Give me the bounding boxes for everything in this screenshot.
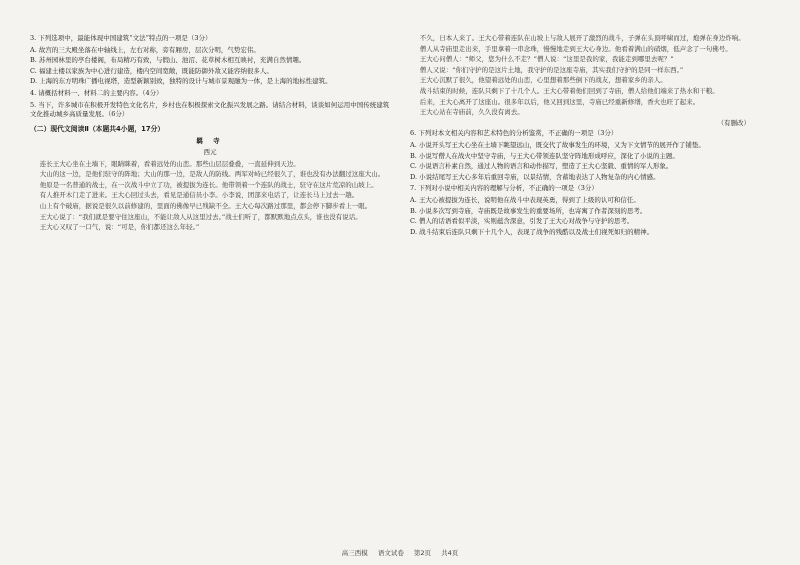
passage-paragraph: 王大心站在寺庙前，久久没有离去。: [419, 108, 524, 117]
option-d: D. 上海的东方明珠广播电视塔，造型新颖别致，独特的设计与城市景观融为一体，是上海的地标性建筑。: [30, 77, 332, 86]
passage-paragraph: 后来，王大心离开了这座山。很多年以后，他又回到这里，寺庙已经重新修缮，香火也旺了起来。: [419, 97, 700, 106]
passage-paragraph: 王大心又叹了一口气，说：“可是，你们都还这么年轻。”: [39, 223, 200, 232]
option-b: B. 小说多次写到寺庙，寺庙既是故事发生的重要场所，也寄寓了作者深刻的思考。: [410, 206, 647, 215]
exam-name: 高三西模: [341, 549, 368, 557]
question-5: 5. 当下，许多城市在积极开发特色文化名片，乡村也在积极探索文化振兴发展之路。请结合材料，谈谈如何运用中国传统建筑文化推动城乡高质量发展。（6分）: [30, 100, 390, 119]
passage-paragraph: 大山的这一边，是他们驻守的阵地；大山的那一边，是敌人的防线。两军对峙已经很久了，谁也没有办法翻过这座大山。: [39, 170, 385, 179]
option-a: A. 小说开头写王大心坐在土墙下眺望远山，既交代了故事发生的环境，又为下文情节的展开作了铺垫。: [410, 140, 705, 149]
page-total: 共4页: [441, 549, 459, 557]
option-b: B. 小说写僧人在战火中坚守寺庙，与王大心带领连队坚守阵地形成呼应，深化了小说的主题。: [410, 151, 679, 160]
question-block-left: [30, 34, 390, 120]
option-a: A. 王大心被提拔为连长，说明他在战斗中表现英勇，得到了上级的认可和信任。: [410, 195, 640, 204]
passage-paragraph: 僧人从寺庙里走出来，手里拿着一串念珠，慢慢地走到王大心身边。他看着满山的硝烟，低声念了一句佛号。: [419, 44, 732, 53]
option-c: C. 福建土楼以家族为中心进行建造，楼内空间宽敞，既能防御外敌又能容纳很多人。: [30, 66, 273, 75]
subject: 语文试卷: [377, 549, 404, 557]
option-d: D. 小说结尾写王大心多年后重回寺庙，以景结情，含蓄地表达了人物复杂的内心情感。: [410, 172, 660, 181]
passage-author: 西元: [203, 147, 217, 156]
passage-source: （有删改）: [717, 118, 750, 127]
passage-paragraph: 连长王大心坐在土墙下，眼睛眯着，看着远处的山峦。那些山层层叠叠，一直延伸到天边。: [39, 159, 300, 168]
passage-paragraph: 王大心沉默了很久，他望着远处的山峦，心里想着那些倒下的战友，想着家乡的亲人。: [419, 76, 667, 85]
passage-title: 羁 寺: [196, 137, 224, 146]
passage-paragraph: 战斗结束的时候，连队只剩下了十几个人。王大心带着他们回到了寺庙，僧人给他们端来了热水和干粮。: [419, 86, 719, 95]
question-4: 4. 请概括材料一、材料二的主要内容。（4分）: [30, 88, 163, 97]
option-c: C. 小说语言朴素自然，通过人物的语言和动作描写，塑造了王大心坚毅、重情的军人形象。: [410, 162, 673, 171]
passage-paragraph: 山上有个破庙，据说是很久以前修建的，里面的佛像早已残缺不全。王大心每次路过那里，都会停下脚步看上一眼。: [39, 201, 372, 210]
left-column: [30, 34, 390, 234]
passage-paragraph: 王大心问僧人：“师父，您为什么不走？”僧人说：“这里是我的家，我能走到哪里去呢？”: [419, 55, 674, 64]
passage-paragraph: 他原是一名普通的战士，在一次战斗中立了功，被提拔为连长。他带领着一个连队的战士，驻守在这片荒凉的山坡上。: [39, 180, 378, 189]
right-column: [410, 34, 770, 238]
question-6: 6. 下列对本文相关内容和艺术特色的分析鉴赏，不正确的一项是（3分）: [410, 129, 618, 138]
option-d: D. 战斗结束后连队只剩下十几个人，表现了战争的残酷以及战士们视死如归的精神。: [410, 227, 654, 236]
section-heading: （二）现代文阅读Ⅱ（本题共4小题，17分）: [30, 124, 165, 133]
option-a: A. 故宫的三大殿坐落在中轴线上，左右对称，旁有厢房，层次分明，气势宏伟。: [30, 45, 260, 54]
option-c: C. 僧人的话语看似平淡，实则蕴含深意，引发了王大心对战争与守护的思考。: [410, 217, 634, 226]
option-b: B. 苏州园林里的亭台楼阁，布局精巧有致，与假山、池沼、花草树木相互映衬，充满自然情趣。: [30, 56, 306, 65]
question-3: 3. 下列选项中，最能体现中国建筑“文法”特点的一项是（3分）: [30, 34, 212, 42]
passage-paragraph: 僧人又说：“你们守护的是这片土地，我守护的是这座寺庙，其实我们守护的是同一样东西。”: [419, 65, 684, 74]
page-number: 第2页: [413, 549, 432, 557]
passage-paragraph: 有人推开木门走了进来。王大心回过头去，看见是通信员小李。小李说，团部来电话了，让连长马上过去一趟。: [39, 191, 359, 200]
passage-paragraph: 王大心说了：“我们就是要守住这座山，不能让敌人从这里过去。”战士们听了，都默默地点点头，谁也没有说话。: [39, 212, 362, 221]
question-7: 7. 下列对小说中相关内容的理解与分析，不正确的一项是（3分）: [410, 184, 598, 193]
passage-paragraph: 不久，日本人来了。王大心带着连队在山坡上与敌人展开了激烈的战斗，子弹在头顶呼啸而过，炮弹在身边炸响。: [419, 34, 745, 42]
page-footer: [0, 548, 800, 557]
